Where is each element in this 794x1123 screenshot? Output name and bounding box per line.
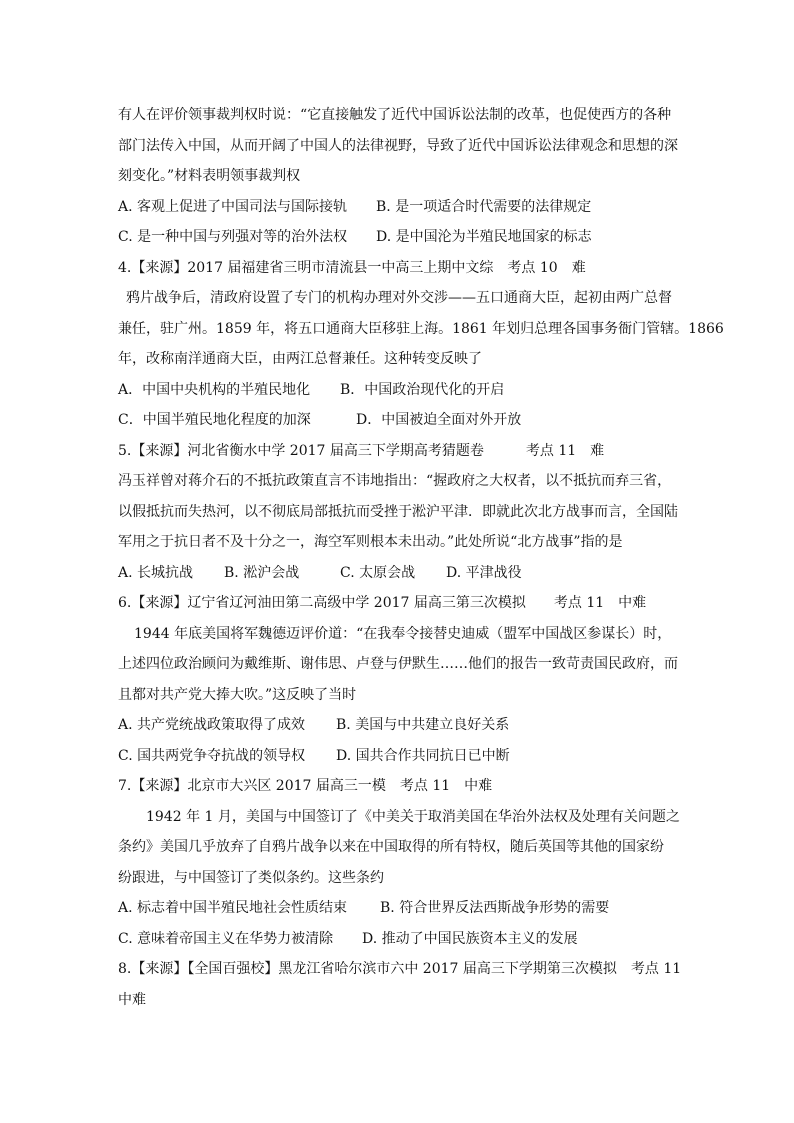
q6-option-c: C. 国共两党争夺抗战的领导权 (118, 747, 306, 764)
q4-header: 4.【来源】2017 届福建省三明市清流县一中高三上期中文综 考点 10 难 (118, 259, 586, 276)
q4-stem-line-3: 年，改称南洋通商大臣，由两江总督兼任。这种转变反映了 (118, 351, 482, 367)
q7-header: 7.【来源】北京市大兴区 2017 届高三一模 考点 11 中难 (118, 778, 493, 794)
q3-stem-line-2: 部门法传入中国，从而开阔了中国人的法律视野，导致了近代中国诉讼法律观念和思想的深 (118, 137, 678, 154)
q3-option-b: B. 是一项适合时代需要的法律规定 (376, 198, 592, 215)
q6-stem-line-1: 1944 年底美国将军魏德迈评价道：“在我奉令接替史迪威（盟军中国战区参谋长）时， (134, 625, 672, 642)
q8-header: 8.【来源】【全国百强校】黑龙江省哈尔滨市六中 2017 届高三下学期第三次模拟 考点 11 (118, 961, 682, 977)
q5-options-row-1 (118, 558, 678, 589)
q3-option-c: C. 是一种中国与列强对等的治外法权 (118, 229, 348, 245)
q5-option-d: D. 平津战役 (446, 564, 522, 581)
q5-stem-line-1: 冯玉祥曾对蒋介石的不抵抗政策直言不讳地指出：“握政府之大权者，以不抵抗而弃三省， (118, 473, 672, 489)
q7-stem-line-1: 1942 年 1 月，美国与中国签订了《中美关于取消美国在华治外法权及处理有关问题之 (146, 808, 680, 825)
q7-option-b: B. 符合世界反法西斯战争形势的需要 (380, 900, 610, 916)
document-body (118, 100, 724, 1015)
q6-stem-line-2: 上述四位政治顾问为戴维斯、谢伟思、卢登与伊默生……他们的报告一致苛责国民政府，而 (118, 656, 678, 672)
q7-stem-line-2: 条约》美国几乎放弃了自鸦片战争以来在中国取得的所有特权，随后英国等其他的国家纷 (118, 839, 664, 855)
q6-options-row-1 (118, 710, 678, 741)
q5-stem-line-2: 以假抵抗而失热河，以不彻底局部抵抗而受挫于淞沪平津．即就此次北方战事而言，全国陆 (118, 503, 678, 520)
q8-header-line-2: 中难 (118, 991, 146, 1008)
q3-option-d: D. 是中国沦为半殖民地国家的标志 (376, 229, 592, 245)
q6-header: 6.【来源】辽宁省辽河油田第二高级中学 2017 届高三第三次模拟 考点 11 中难 (118, 595, 647, 611)
q6-option-d: D. 国共合作共同抗日已中断 (336, 747, 510, 764)
q5-header: 5.【来源】河北省衡水中学 2017 届高三下学期高考猜题卷 考点 11 难 (118, 442, 605, 459)
q7-options-row-2 (118, 924, 678, 955)
q7-stem-line-3: 纷跟进，与中国签订了类似条约。这些条约 (118, 869, 384, 886)
q6-stem-line-3: 且都对共产党大捧大吹。”这反映了当时 (118, 686, 357, 703)
q3-stem-line-1: 有人在评价领事裁判权时说：“它直接触发了近代中国诉讼法制的改革，也促使西方的各种 (118, 107, 672, 123)
q7-option-d: D. 推动了中国民族资本主义的发展 (362, 930, 578, 947)
q6-option-b: B. 美国与中共建立良好关系 (336, 717, 510, 733)
q6-options-row-2 (118, 741, 678, 772)
q4-option-b: B．中国政治现代化的开启 (340, 381, 505, 398)
q4-stem-line-2: 兼任，驻广州。1859 年，将五口通商大臣移驻上海。1861 年划归总理各国事务衙门管辖。1866 (118, 320, 724, 337)
q5-option-c: C. 太原会战 (340, 564, 416, 581)
q3-options-row-2 (118, 222, 678, 253)
q4-option-a: A．中国中央机构的半殖民地化 (118, 381, 311, 398)
q7-options-row-1 (118, 893, 678, 924)
q3-options-row-1 (118, 192, 678, 223)
q6-option-a: A. 共产党统战政策取得了成效 (118, 717, 306, 733)
q4-option-c: C．中国半殖民地化程度的加深 (118, 412, 311, 428)
q5-option-a: A. 长城抗战 (118, 564, 194, 581)
q5-option-b: B. 淞沪会战 (224, 564, 300, 581)
q4-options-row-2 (118, 405, 678, 436)
q7-option-c: C. 意味着帝国主义在华势力被清除 (118, 930, 334, 947)
q3-option-a: A. 客观上促进了中国司法与国际接轨 (118, 198, 348, 215)
q3-stem-line-3: 刻变化。”材料表明领事裁判权 (118, 168, 301, 184)
q7-option-a: A. 标志着中国半殖民地社会性质结束 (118, 900, 348, 916)
q4-option-d: D．中国被迫全面对外开放 (356, 412, 522, 428)
q5-stem-line-3: 军用之于抗日者不及十分之一，海空军则根本未出动。”此处所说“北方战事”指的是 (118, 534, 623, 550)
q4-stem-line-1: 鸦片战争后，清政府设置了专门的机构办理对外交涉——五口通商大臣，起初由两广总督 (126, 290, 672, 306)
q4-options-row-1 (118, 375, 678, 406)
